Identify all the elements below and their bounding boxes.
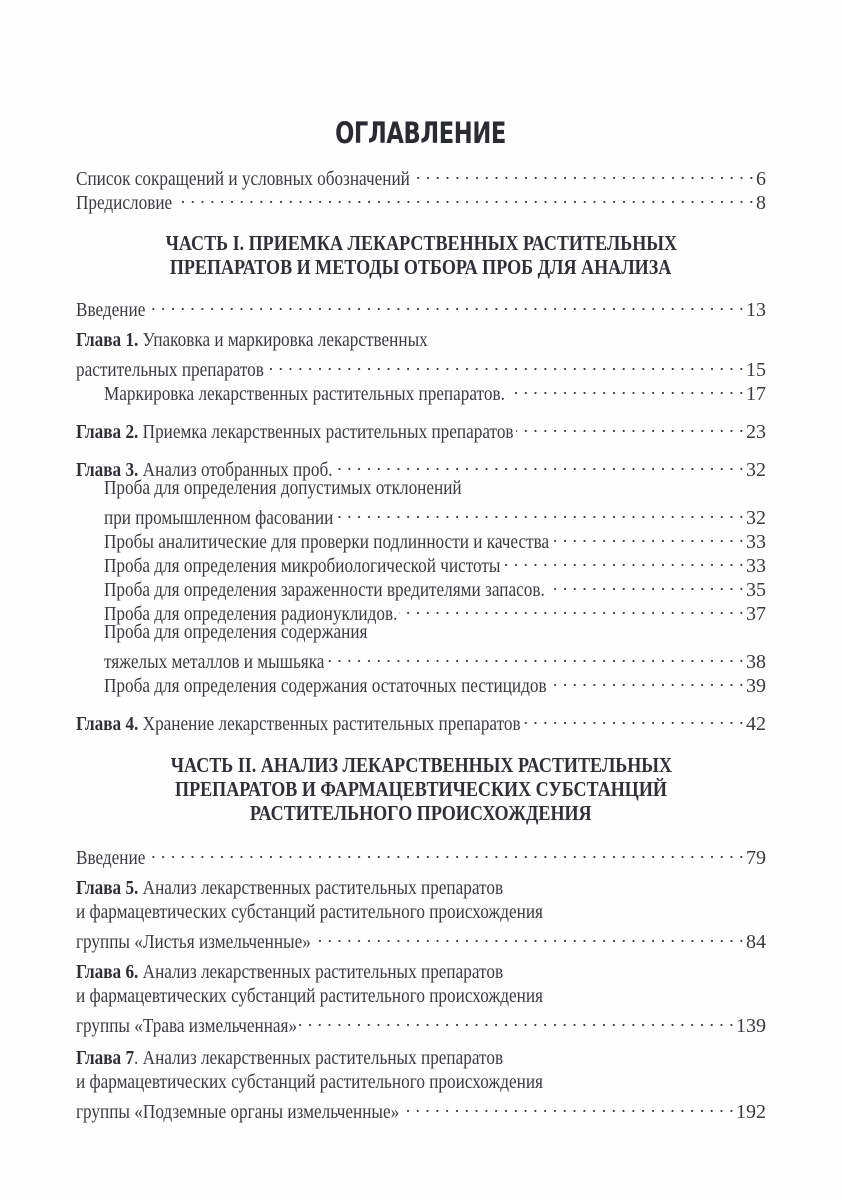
part-heading: ПРЕПАРАТОВ И ФАРМАЦЕВТИЧЕСКИХ СУБСТАНЦИЙ [175, 777, 667, 801]
section-entry-cont[interactable] [104, 644, 766, 673]
part-heading: ЧАСТЬ I. ПРИЕМКА ЛЕКАРСТВЕННЫХ РАСТИТЕЛЬНЫХ [165, 231, 677, 255]
chapter-label: Глава 2. [76, 421, 139, 443]
page-number: 6 [756, 168, 766, 190]
entry-text: Хранение лекарственных растительных препаратов [142, 713, 521, 735]
page-number: 192 [736, 1101, 766, 1123]
section-entry-cont[interactable] [104, 500, 766, 529]
chapter-label: Глава 6. [76, 961, 139, 983]
section-entry[interactable] [104, 376, 766, 405]
chapter-entry[interactable] [76, 452, 766, 481]
entry-text: Маркировка лекарственных растительных препаратов. [104, 383, 505, 405]
chapter-label: Глава 5. [76, 877, 139, 899]
dot-leader [502, 548, 744, 572]
entry-text: и фармацевтических субстанций растительного происхождения [76, 901, 543, 923]
entry-text: Упаковка и маркировка лекарственных [142, 329, 428, 351]
page-number: 139 [736, 1015, 766, 1037]
entry-text: Список сокращений и условных обозначений [76, 168, 410, 190]
page-number: 84 [746, 931, 766, 953]
dot-leader [335, 452, 744, 476]
dot-leader [412, 161, 754, 185]
section-entry[interactable] [104, 476, 766, 500]
chapter-entry[interactable] [76, 414, 766, 443]
dot-leader [313, 924, 744, 948]
entry-text: при промышленном фасовании [104, 507, 334, 529]
dot-leader [549, 668, 744, 692]
entry-text: Анализ лекарственных растительных препаратов [142, 877, 504, 899]
entry-text: Анализ отобранных проб. [142, 459, 333, 481]
page-number: 79 [746, 847, 766, 869]
page-number: 33 [746, 531, 766, 553]
section-entry[interactable] [104, 548, 766, 577]
dot-leader [399, 596, 744, 620]
page-number: 32 [746, 459, 766, 481]
page-number: 23 [746, 421, 766, 443]
part-heading: ПРЕПАРАТОВ И МЕТОДЫ ОТБОРА ПРОБ ДЛЯ АНАЛИЗА [170, 255, 672, 279]
toc-entry[interactable] [76, 292, 766, 321]
entry-text: тяжелых металлов и мышьяка [104, 651, 325, 673]
dot-leader [147, 840, 744, 864]
dot-leader [507, 376, 744, 400]
chapter-entry-cont[interactable] [76, 984, 766, 1008]
toc-entry[interactable] [76, 161, 766, 190]
part-heading: ЧАСТЬ II. АНАЛИЗ ЛЕКАРСТВЕННЫХ РАСТИТЕЛЬНЫХ [170, 753, 672, 777]
page-number: 37 [746, 603, 766, 625]
chapter-entry[interactable] [76, 706, 766, 735]
entry-text: Пробы аналитические для проверки подлинности и качества [104, 531, 550, 553]
dot-leader [523, 706, 744, 730]
chapter-entry[interactable] [76, 960, 766, 984]
page-number: 13 [746, 299, 766, 321]
chapter-entry-cont[interactable] [76, 1070, 766, 1094]
entry-text: Проба для определения допустимых отклонений [104, 477, 462, 499]
section-entry[interactable] [104, 620, 766, 644]
page-number: 17 [746, 383, 766, 405]
dot-leader [401, 1094, 734, 1118]
entry-text: Предисловие [76, 192, 173, 214]
section-entry[interactable] [104, 524, 766, 553]
page-number: 32 [746, 507, 766, 529]
part-heading: РАСТИТЕЛЬНОГО ПРОИСХОЖДЕНИЯ [250, 801, 592, 825]
toc-entry[interactable] [76, 185, 766, 214]
chapter-label: Глава 7 [76, 1047, 135, 1069]
entry-text: растительных препаратов [76, 359, 264, 381]
dot-leader [326, 644, 744, 668]
entry-text: группы «Трава измельченная» [76, 1015, 298, 1037]
page-number: 15 [746, 359, 766, 381]
chapter-entry-cont[interactable] [76, 1008, 766, 1037]
entry-text: Анализ лекарственных растительных препаратов [142, 961, 504, 983]
chapter-entry-cont[interactable] [76, 1094, 766, 1123]
page-number: 38 [746, 651, 766, 673]
entry-text: . Анализ лекарственных растительных препаратов [134, 1047, 504, 1069]
dot-leader [547, 572, 744, 596]
page-number: 39 [746, 675, 766, 697]
dot-leader [335, 500, 744, 524]
chapter-entry[interactable] [76, 328, 766, 352]
page-number: 33 [746, 555, 766, 577]
entry-text: Проба для определения микробиологической чистоты [104, 555, 501, 577]
entry-text: Проба для определения содержания остаточных пестицидов [104, 675, 547, 697]
page-title: ОГЛАВЛЕНИЕ [335, 116, 507, 150]
chapter-entry-cont[interactable] [76, 900, 766, 924]
section-entry[interactable] [104, 668, 766, 697]
page-number: 42 [746, 713, 766, 735]
entry-text: Проба для определения радионуклидов. [104, 603, 398, 625]
entry-text: группы «Листья измельченные» [76, 931, 311, 953]
chapter-entry-cont[interactable] [76, 924, 766, 953]
entry-text: и фармацевтических субстанций растительного происхождения [76, 1071, 543, 1093]
page-number: 35 [746, 579, 766, 601]
chapter-label: Глава 3. [76, 459, 139, 481]
dot-leader [551, 524, 744, 548]
chapter-entry[interactable] [76, 1046, 766, 1070]
chapter-entry[interactable] [76, 876, 766, 900]
entry-text: Проба для определения содержания [104, 621, 368, 643]
dot-leader [174, 185, 754, 209]
section-entry[interactable] [104, 596, 766, 625]
entry-text: и фармацевтических субстанций растительного происхождения [76, 985, 543, 1007]
entry-text: Приемка лекарственных растительных препаратов [142, 421, 514, 443]
dot-leader [266, 352, 744, 376]
entry-text: Проба для определения зараженности вредителями запасов. [104, 579, 545, 601]
page-number: 8 [756, 192, 766, 214]
entry-text: группы «Подземные органы измельченные» [76, 1101, 400, 1123]
dot-leader [516, 414, 744, 438]
chapter-entry-cont[interactable] [76, 352, 766, 381]
chapter-label: Глава 4. [76, 713, 139, 735]
section-entry[interactable] [104, 572, 766, 601]
dot-leader [147, 292, 744, 316]
entry-text: Введение [76, 847, 146, 869]
entry-text: Введение [76, 299, 146, 321]
chapter-label: Глава 1. [76, 329, 139, 351]
dot-leader [299, 1008, 734, 1032]
toc-entry[interactable] [76, 840, 766, 869]
